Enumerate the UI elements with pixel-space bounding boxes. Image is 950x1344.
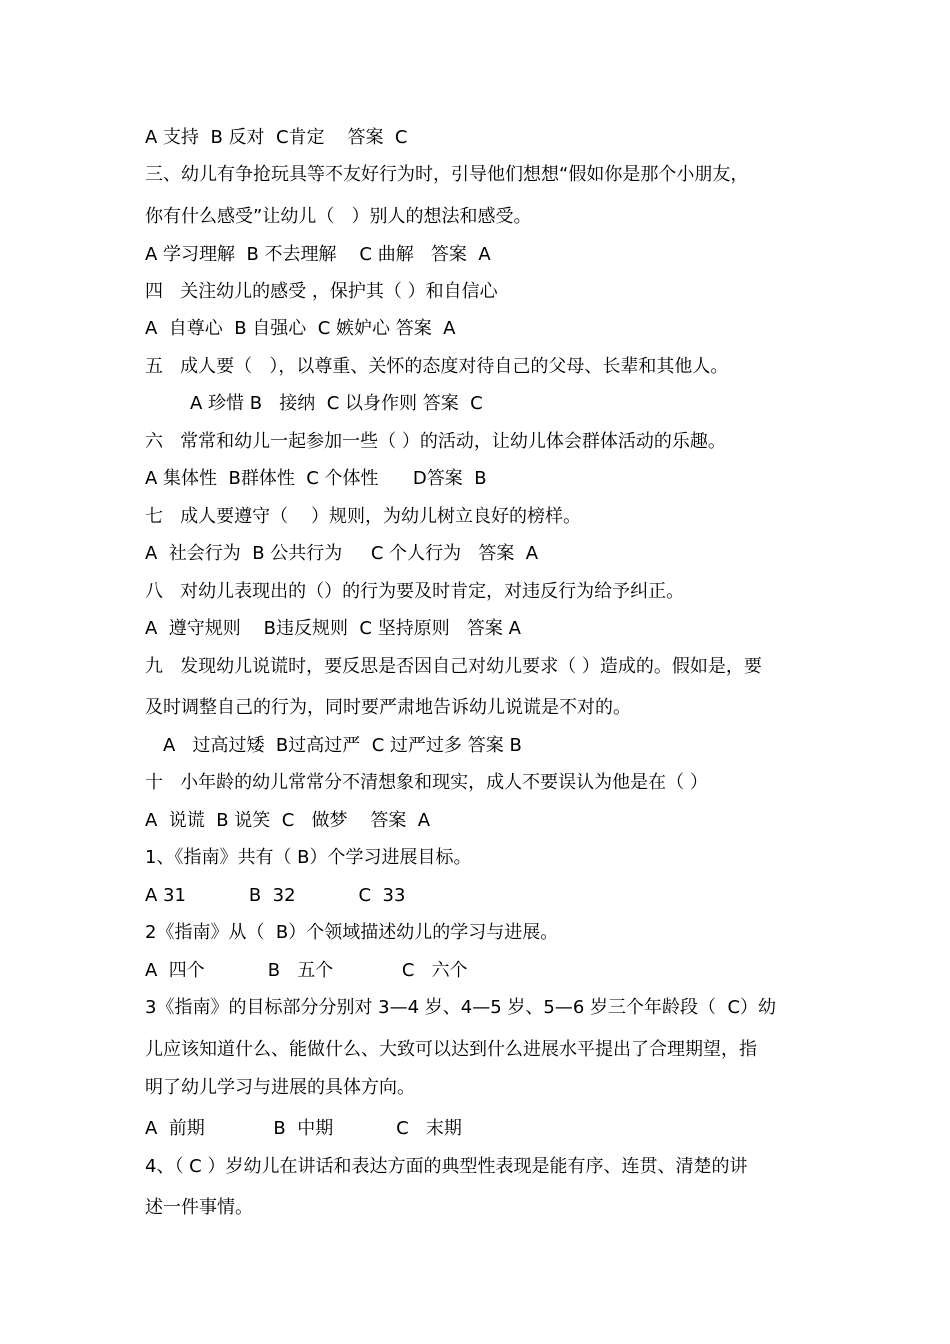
answer-line-guide-3: A 前期 B 中期 C 末期 (145, 1118, 462, 1139)
answer-line-guide-2: A 四个 B 五个 C 六个 (145, 960, 468, 981)
answer-line-5: A 珍惜 B 接纳 C 以身作则 答案 C (190, 393, 483, 414)
question-3-line-2: 你有什么感受”让幼儿（ ）别人的想法和感受。 (145, 206, 532, 227)
question-5: 五 成人要（ ），以尊重、关怀的态度对待自己的父母、长辈和其他人。 (145, 356, 729, 377)
question-guide-2: 2《指南》从（ B）个领域描述幼儿的学习与进展。 (145, 922, 559, 943)
question-7: 七 成人要遵守（ ）规则，为幼儿树立良好的榜样。 (145, 506, 582, 527)
answer-line-7: A 社会行为 B 公共行为 C 个人行为 答案 A (145, 543, 539, 564)
question-9-line-1: 九 发现幼儿说谎时，要反思是否因自己对幼儿要求（ ）造成的。假如是，要 (145, 656, 762, 677)
answer-line-4: A 自尊心 B 自强心 C 嫉妒心 答案 A (145, 318, 456, 339)
answer-line-8: A 遵守规则 B违反规则 C 坚持原则 答案 A (145, 618, 521, 639)
answer-line-10: A 说谎 B 说笑 C 做梦 答案 A (145, 810, 431, 831)
question-guide-1: 1、《指南》共有（ B）个学习进展目标。 (145, 847, 472, 868)
question-guide-3-line-2: 儿应该知道什么、能做什么、大致可以达到什么进展水平提出了合理期望，指 (145, 1039, 757, 1060)
question-3-line-1: 三、幼儿有争抢玩具等不友好行为时，引导他们想想“假如你是那个小朋友， (145, 164, 749, 185)
question-9-line-2: 及时调整自己的行为，同时要严肃地告诉幼儿说谎是不对的。 (145, 697, 631, 718)
question-10: 十 小年龄的幼儿常常分不清想象和现实，成人不要误认为他是在（ ） (145, 772, 708, 793)
answer-line-2: A 支持 B 反对 C肯定 答案 C (145, 127, 408, 148)
question-guide-4-line-1: 4、（ C ）岁幼儿在讲话和表达方面的典型性表现是能有序、连贯、清楚的讲 (145, 1156, 748, 1177)
answer-line-9: A 过高过矮 B过高过严 C 过严过多 答案 B (163, 735, 522, 756)
answer-line-6: A 集体性 B群体性 C 个体性 D答案 B (145, 468, 487, 489)
question-guide-3-line-1: 3《指南》的目标部分分别对 3—4 岁、4—5 岁、5—6 岁三个年龄段（ C）幼 (145, 997, 777, 1018)
answer-line-guide-1: A 31 B 32 C 33 (145, 885, 406, 906)
answer-line-3: A 学习理解 B 不去理解 C 曲解 答案 A (145, 244, 491, 265)
question-6: 六 常常和幼儿一起参加一些（ ）的活动，让幼儿体会群体活动的乐趣。 (145, 431, 726, 452)
question-guide-4-line-2: 述一件事情。 (145, 1197, 253, 1218)
question-4: 四 关注幼儿的感受 ，保护其（ ）和自信心 (145, 281, 498, 302)
question-8: 八 对幼儿表现出的（）的行为要及时肯定，对违反行为给予纠正。 (145, 581, 685, 602)
question-guide-3-line-3: 明了幼儿学习与进展的具体方向。 (145, 1077, 415, 1098)
